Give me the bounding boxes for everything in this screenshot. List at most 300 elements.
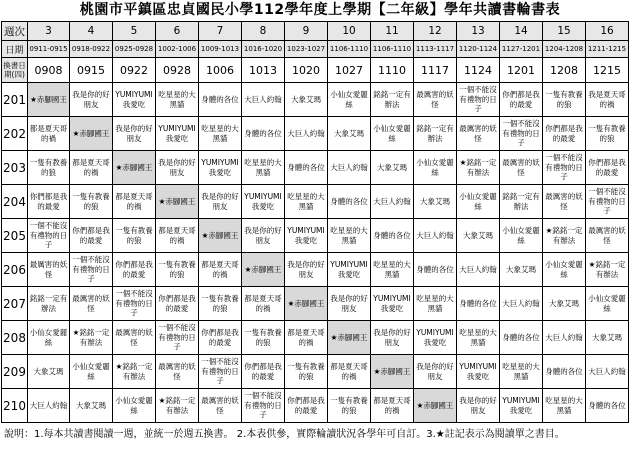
book-title: 大象艾瑪 [334, 128, 364, 138]
book-cell [70, 83, 113, 117]
swap-label: 換書日期(四) [2, 58, 28, 83]
swap-date: 1013 [242, 58, 285, 83]
book-title: ★赤腳國王 [287, 298, 325, 308]
book-cell [543, 253, 586, 287]
book-title: 我是你的好朋友 [373, 328, 411, 347]
book-title: 大巨人約翰 [545, 332, 583, 342]
book-title: 最厲害的妖怪 [72, 294, 110, 313]
book-cell [156, 151, 199, 185]
book-cell [242, 355, 285, 389]
date-range: 1106-1110 [371, 41, 414, 58]
book-title: 你們都是我的最愛 [545, 124, 583, 143]
book-title: 一隻有教養的狼 [201, 294, 239, 313]
book-cell [328, 219, 371, 253]
book-title: 一隻有教養的狼 [545, 90, 583, 109]
class-row [2, 287, 629, 321]
book-cell [414, 117, 457, 151]
book-cell [285, 83, 328, 117]
book-title: YUMIYUMI我愛吃 [201, 158, 239, 177]
swap-date: 0922 [113, 58, 156, 83]
book-cell [242, 219, 285, 253]
date-range: 1023-1027 [285, 41, 328, 58]
book-title: 吃星星的大黑貓 [373, 260, 411, 279]
book-cell [70, 151, 113, 185]
book-cell [500, 321, 543, 355]
book-title: 大象艾瑪 [463, 230, 493, 240]
week-number: 3 [28, 22, 70, 41]
book-cell [242, 185, 285, 219]
book-cell [500, 389, 543, 423]
book-title: 大象艾瑪 [549, 298, 579, 308]
book-title: 大象艾瑪 [291, 94, 321, 104]
book-cell [414, 389, 457, 423]
book-title: 小仙女愛麗絲 [459, 192, 497, 211]
book-cell [371, 117, 414, 151]
book-title: 大巨人約翰 [459, 264, 497, 274]
book-cell [457, 83, 500, 117]
book-title: 身體的各位 [287, 162, 325, 172]
book-title: 大巨人約翰 [244, 94, 282, 104]
book-cell [199, 185, 242, 219]
book-cell [500, 355, 543, 389]
date-range: 0918-0922 [70, 41, 113, 58]
book-title: 一個不能沒有禮物的日子 [158, 323, 196, 352]
book-title: 小仙女愛麗絲 [416, 158, 454, 177]
book-title: 小仙女愛麗絲 [502, 226, 540, 245]
book-cell [500, 185, 543, 219]
week-number: 10 [328, 22, 371, 41]
week-number: 15 [543, 22, 586, 41]
book-title: ★赤腳國王 [115, 162, 153, 172]
week-number: 14 [500, 22, 543, 41]
date-range: 1016-1020 [242, 41, 285, 58]
swap-date: 0928 [156, 58, 199, 83]
book-title: 你們都是我的最愛 [72, 226, 110, 245]
book-cell [543, 83, 586, 117]
book-cell [414, 219, 457, 253]
book-title: ★銘銘一定有辦法 [72, 328, 110, 347]
book-cell [457, 253, 500, 287]
book-title: 一隻有教養的狼 [244, 328, 282, 347]
week-label: 週次 [2, 22, 28, 41]
class-name: 204 [2, 185, 28, 219]
book-title: YUMIYUMI我愛吃 [244, 192, 282, 211]
book-cell [543, 321, 586, 355]
date-range: 1002-1006 [156, 41, 199, 58]
book-cell [543, 117, 586, 151]
book-cell [156, 355, 199, 389]
book-cell [371, 185, 414, 219]
book-title: 大巨人約翰 [29, 400, 68, 410]
week-number: 6 [156, 22, 199, 41]
book-title: 一個不能沒有禮物的日子 [588, 187, 626, 216]
book-title: 身體的各位 [244, 128, 282, 138]
book-title: 一個不能沒有禮物的日子 [545, 153, 583, 182]
book-cell [586, 321, 629, 355]
book-title: ★赤腳國王 [30, 94, 67, 104]
book-cell [500, 151, 543, 185]
book-cell [242, 287, 285, 321]
book-cell [586, 185, 629, 219]
class-name: 205 [2, 219, 28, 253]
book-cell [242, 151, 285, 185]
book-cell [242, 83, 285, 117]
book-cell [500, 117, 543, 151]
book-cell [28, 83, 70, 117]
book-cell [113, 151, 156, 185]
book-cell [156, 185, 199, 219]
book-cell [328, 185, 371, 219]
book-title: YUMIYUMI我愛吃 [373, 294, 411, 313]
swap-date: 1020 [285, 58, 328, 83]
page-title: 桃園市平鎮區忠貞國民小學112學年度上學期【二年級】學年共讀書輪書表 [79, 2, 561, 18]
week-number: 13 [457, 22, 500, 41]
book-cell [543, 185, 586, 219]
book-cell [113, 287, 156, 321]
book-cell [371, 219, 414, 253]
book-cell [371, 355, 414, 389]
book-title: ★赤腳國王 [416, 400, 454, 410]
swap-date: 1027 [328, 58, 371, 83]
book-cell [113, 355, 156, 389]
book-cell [156, 117, 199, 151]
book-cell [242, 389, 285, 423]
book-cell [285, 321, 328, 355]
book-cell [457, 117, 500, 151]
class-row [2, 219, 629, 253]
book-title: 身體的各位 [416, 264, 454, 274]
swap-date: 1208 [543, 58, 586, 83]
book-title: 大巨人約翰 [588, 366, 626, 376]
book-title: 都是夏天哥的禍 [115, 192, 153, 211]
class-row [2, 253, 629, 287]
book-title: 一個不能沒有禮物的日子 [72, 255, 110, 284]
book-cell [371, 151, 414, 185]
book-cell [113, 253, 156, 287]
book-cell [242, 321, 285, 355]
book-title: 吃星星的大黑貓 [502, 362, 540, 381]
date-row [2, 41, 629, 58]
book-title: ★赤腳國王 [158, 196, 196, 206]
book-cell [586, 83, 629, 117]
book-cell [70, 253, 113, 287]
book-cell [28, 253, 70, 287]
book-cell [70, 185, 113, 219]
book-cell [457, 389, 500, 423]
book-title: 都是夏天哥的禍 [29, 124, 68, 143]
book-title: 我是你的好朋友 [115, 124, 153, 143]
book-title: 最厲害的妖怪 [115, 328, 153, 347]
book-cell [457, 287, 500, 321]
book-cell [285, 253, 328, 287]
book-cell [371, 253, 414, 287]
book-cell [70, 355, 113, 389]
book-cell [328, 321, 371, 355]
book-title: 身體的各位 [588, 400, 626, 410]
book-cell [199, 389, 242, 423]
book-title: 小仙女愛麗絲 [330, 90, 368, 109]
book-title: YUMIYUMI我愛吃 [416, 328, 454, 347]
book-cell [371, 321, 414, 355]
swap-row [2, 58, 629, 83]
book-cell [28, 355, 70, 389]
book-cell [328, 151, 371, 185]
book-title: 最厲害的妖怪 [502, 158, 540, 177]
book-title: 大象艾瑪 [592, 332, 622, 342]
date-range: 1211-1215 [586, 41, 629, 58]
book-title: 一個不能沒有禮物的日子 [29, 221, 68, 250]
book-title: 吃星星的大黑貓 [545, 396, 583, 415]
book-title: 都是夏天哥的禍 [373, 396, 411, 415]
book-cell [113, 321, 156, 355]
book-cell [113, 219, 156, 253]
book-title: 一個不能沒有禮物的日子 [201, 357, 239, 386]
date-range: 1120-1124 [457, 41, 500, 58]
week-number: 7 [199, 22, 242, 41]
book-cell [28, 219, 70, 253]
book-title: 都是夏天哥的禍 [72, 158, 110, 177]
date-range: 1106-1110 [328, 41, 371, 58]
book-cell [156, 389, 199, 423]
class-name: 207 [2, 287, 28, 321]
book-cell [28, 389, 70, 423]
book-cell [328, 253, 371, 287]
book-cell [328, 389, 371, 423]
class-row [2, 151, 629, 185]
date-range: 1113-1117 [414, 41, 457, 58]
book-title: ★銘銘一定有辦法 [545, 226, 583, 245]
book-title: 吃星星的大黑貓 [330, 226, 368, 245]
book-title: ★赤腳國王 [373, 366, 411, 376]
week-number: 11 [371, 22, 414, 41]
book-title: 一隻有教養的狼 [29, 158, 68, 177]
book-title: 我是你的好朋友 [416, 362, 454, 381]
book-cell [70, 117, 113, 151]
book-title: 一個不能沒有禮物的日子 [459, 85, 497, 114]
book-title: 一隻有教養的狼 [115, 226, 153, 245]
book-title: 小仙女愛麗絲 [115, 396, 153, 415]
book-cell [285, 219, 328, 253]
book-title: 銘銘一定有辦法 [29, 294, 68, 313]
book-cell [543, 355, 586, 389]
book-title: 身體的各位 [545, 366, 583, 376]
book-cell [199, 83, 242, 117]
book-cell [199, 253, 242, 287]
book-cell [156, 287, 199, 321]
book-cell [28, 185, 70, 219]
book-title: 我是你的好朋友 [72, 90, 110, 109]
book-title: 銘銘一定有辦法 [416, 124, 454, 143]
book-title: 吃星星的大黑貓 [287, 192, 325, 211]
book-cell [328, 355, 371, 389]
book-title: 一個不能沒有禮物的日子 [244, 391, 282, 420]
class-row [2, 117, 629, 151]
book-cell [70, 321, 113, 355]
book-cell [28, 151, 70, 185]
book-title: 一隻有教養的狼 [287, 362, 325, 381]
book-title: 吃星星的大黑貓 [416, 294, 454, 313]
class-name: 208 [2, 321, 28, 355]
book-cell [328, 287, 371, 321]
book-cell [543, 151, 586, 185]
book-title: 一隻有教養的狼 [330, 396, 368, 415]
book-cell [113, 185, 156, 219]
book-cell [414, 355, 457, 389]
book-title: 大象艾瑪 [33, 366, 64, 376]
book-title: 小仙女愛麗絲 [72, 362, 110, 381]
book-title: 一個不能沒有禮物的日子 [502, 119, 540, 148]
book-title: 最厲害的妖怪 [588, 226, 626, 245]
book-title: YUMIYUMI我愛吃 [502, 396, 540, 415]
class-row [2, 389, 629, 423]
book-cell [457, 185, 500, 219]
book-title: 我是你的好朋友 [287, 260, 325, 279]
book-cell [285, 287, 328, 321]
date-range: 1204-1208 [543, 41, 586, 58]
book-cell [70, 287, 113, 321]
book-title: 吃星星的大黑貓 [244, 158, 282, 177]
book-title: 最厲害的妖怪 [158, 362, 196, 381]
book-title: YUMIYUMI我愛吃 [330, 260, 368, 279]
class-name: 203 [2, 151, 28, 185]
book-title: 你們都是我的最愛 [115, 260, 153, 279]
week-number: 12 [414, 22, 457, 41]
book-cell [113, 389, 156, 423]
class-name: 210 [2, 389, 28, 423]
book-cell [371, 389, 414, 423]
book-title: 都是夏天哥的禍 [330, 362, 368, 381]
book-title: 小仙女愛麗絲 [545, 260, 583, 279]
book-title: 你們都是我的最愛 [588, 158, 626, 177]
book-title: 大巨人約翰 [502, 298, 540, 308]
date-range: 0911-0915 [28, 41, 70, 58]
book-title: 你們都是我的最愛 [244, 362, 282, 381]
book-title: 小仙女愛麗絲 [588, 294, 626, 313]
book-title: 一隻有教養的狼 [72, 192, 110, 211]
book-cell [500, 287, 543, 321]
book-cell [457, 151, 500, 185]
book-title: 身體的各位 [459, 298, 497, 308]
book-cell [113, 83, 156, 117]
date-range: 1127-1201 [500, 41, 543, 58]
book-title: 我是你的好朋友 [330, 294, 368, 313]
book-cell [586, 355, 629, 389]
book-title: ★赤腳國王 [330, 332, 368, 342]
book-title: 我是你的好朋友 [201, 192, 239, 211]
book-cell [543, 219, 586, 253]
book-cell [500, 253, 543, 287]
book-title: 一隻有教養的狼 [588, 124, 626, 143]
book-title: 吃星星的大黑貓 [201, 124, 239, 143]
book-cell [586, 287, 629, 321]
book-title: YUMIYUMI我愛吃 [115, 90, 153, 109]
date-range: 1009-1013 [199, 41, 242, 58]
book-title: 身體的各位 [502, 332, 540, 342]
book-title: 你們都是我的最愛 [502, 90, 540, 109]
book-cell [70, 219, 113, 253]
book-title: ★銘銘一定有辦法 [158, 396, 196, 415]
week-number: 5 [113, 22, 156, 41]
book-title: 銘銘一定有辦法 [502, 192, 540, 211]
book-title: 小仙女愛麗絲 [373, 124, 411, 143]
book-title: 大象艾瑪 [377, 162, 407, 172]
book-cell [414, 321, 457, 355]
class-name: 206 [2, 253, 28, 287]
book-cell [500, 83, 543, 117]
book-title: 大象艾瑪 [506, 264, 536, 274]
class-row [2, 185, 629, 219]
book-cell [285, 117, 328, 151]
book-cell [199, 151, 242, 185]
book-cell [500, 219, 543, 253]
book-title: ★赤腳國王 [244, 264, 282, 274]
book-title: 都是夏天哥的禍 [201, 260, 239, 279]
book-cell [328, 117, 371, 151]
book-cell [285, 185, 328, 219]
book-cell [285, 151, 328, 185]
book-title: 最厲害的妖怪 [459, 124, 497, 143]
book-cell [199, 355, 242, 389]
book-title: 都是夏天哥的禍 [158, 226, 196, 245]
book-title: 身體的各位 [373, 230, 411, 240]
book-title: YUMIYUMI我愛吃 [287, 226, 325, 245]
week-number: 4 [70, 22, 113, 41]
book-title: YUMIYUMI我愛吃 [459, 362, 497, 381]
book-title: 吃星星的大黑貓 [158, 90, 196, 109]
book-title: 小仙女愛麗絲 [29, 328, 68, 347]
rotation-table [1, 21, 629, 423]
book-title: 大象艾瑪 [76, 400, 106, 410]
swap-date: 1201 [500, 58, 543, 83]
book-cell [414, 185, 457, 219]
book-cell [199, 219, 242, 253]
swap-date: 1215 [586, 58, 629, 83]
book-cell [457, 355, 500, 389]
book-title: 一隻有教養的狼 [158, 260, 196, 279]
book-title: 最厲害的妖怪 [201, 396, 239, 415]
book-title: 你們都是我的最愛 [287, 396, 325, 415]
book-title: ★赤腳國王 [72, 128, 110, 138]
class-row [2, 321, 629, 355]
book-title: 大巨人約翰 [416, 230, 454, 240]
book-cell [70, 389, 113, 423]
book-title: 你們都是我的最愛 [201, 328, 239, 347]
book-cell [199, 321, 242, 355]
book-title: ★赤腳國王 [201, 230, 239, 240]
book-cell [285, 389, 328, 423]
class-name: 202 [2, 117, 28, 151]
book-title: 大象艾瑪 [420, 196, 450, 206]
book-title: 一個不能沒有禮物的日子 [115, 289, 153, 318]
book-cell [113, 117, 156, 151]
swap-date: 0915 [70, 58, 113, 83]
book-cell [371, 287, 414, 321]
book-cell [242, 253, 285, 287]
book-title: 身體的各位 [330, 196, 368, 206]
book-cell [586, 219, 629, 253]
book-cell [414, 287, 457, 321]
swap-date: 1110 [371, 58, 414, 83]
book-title: ★銘銘一定有辦法 [459, 158, 497, 177]
book-title: 大巨人約翰 [287, 128, 325, 138]
book-cell [28, 321, 70, 355]
swap-date: 1124 [457, 58, 500, 83]
class-name: 209 [2, 355, 28, 389]
book-cell [285, 355, 328, 389]
book-title: YUMIYUMI我愛吃 [158, 124, 196, 143]
book-title: ★銘銘一定有辦法 [115, 362, 153, 381]
book-title: 我是你的好朋友 [459, 396, 497, 415]
